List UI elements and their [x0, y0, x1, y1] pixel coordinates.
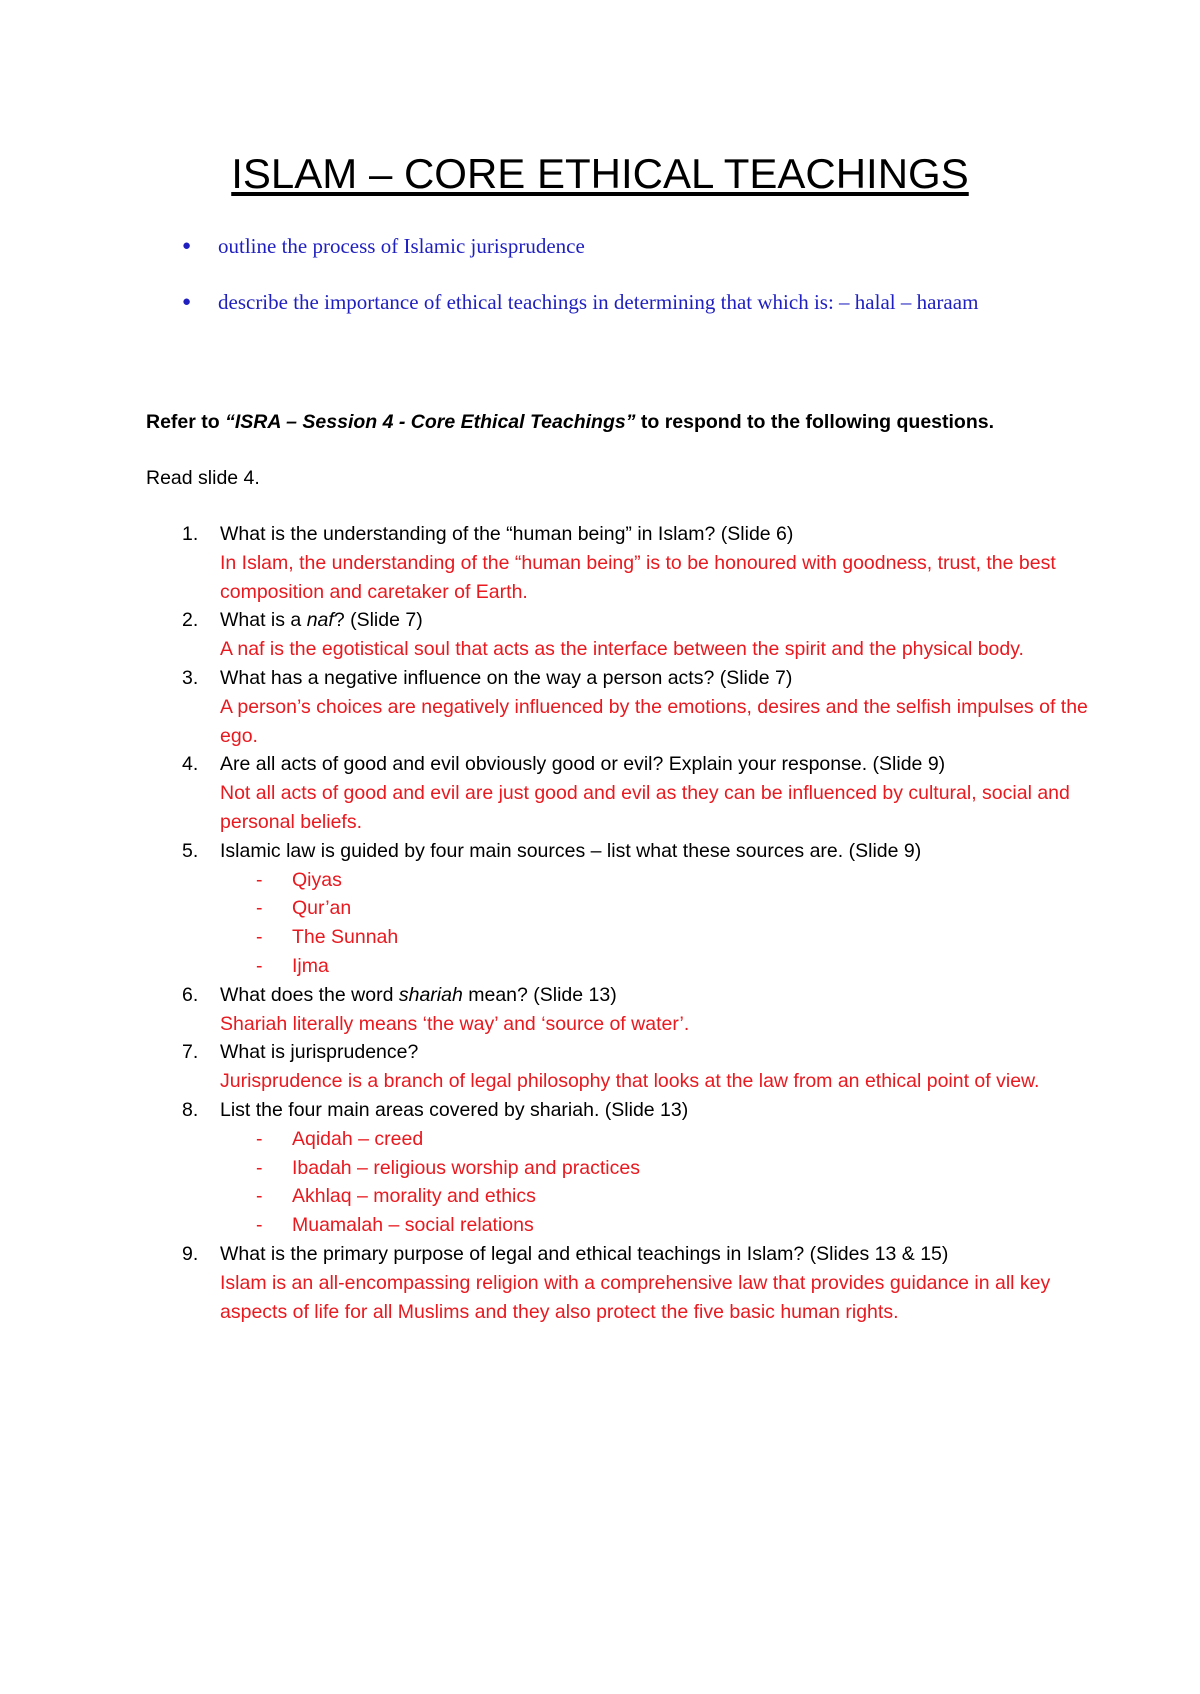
- refer-instruction: [146, 408, 1106, 436]
- answer-list: [220, 866, 1106, 981]
- answer-list-item: - Ibadah – religious worship and practices: [256, 1156, 640, 1179]
- question-number: 2.: [182, 609, 199, 632]
- question-number: 5.: [182, 839, 199, 862]
- question-item: [146, 837, 1106, 981]
- answer-text: A naf is the egotistical soul that acts as the interface between the spirit and the physical body.: [220, 638, 1024, 661]
- refer-post: to respond to the following questions.: [635, 411, 995, 433]
- answer-list-item: - Aqidah – creed: [256, 1127, 424, 1150]
- outcome-text: describe the importance of ethical teachings in determining that which is: – halal – haraam: [218, 290, 979, 314]
- question-item: [146, 664, 1106, 750]
- answer-list-item: - Akhlaq – morality and ethics: [256, 1185, 536, 1208]
- question-text: Islamic law is guided by four main sources – list what these sources are. (Slide 9): [220, 839, 922, 862]
- answer-text: Islam is an all-encompassing religion with a comprehensive law that provides guidance in all key aspects of life for all Muslims and they also protect the five basic human rights.: [220, 1271, 1051, 1323]
- question-number: 9.: [182, 1242, 199, 1265]
- answer-list: [220, 1125, 1106, 1240]
- outcome-item: [176, 288, 1076, 316]
- refer-pre: Refer to: [146, 411, 226, 433]
- answer-list-item: - The Sunnah: [256, 926, 399, 949]
- page-title: ISLAM – CORE ETHICAL TEACHINGS: [231, 150, 969, 197]
- question-text: What is the primary purpose of legal and ethical teachings in Islam? (Slides 13 & 15): [220, 1242, 949, 1265]
- refer-source: “ISRA – Session 4 - Core Ethical Teachings”: [225, 411, 636, 433]
- read-slide-instruction: Read slide 4.: [146, 467, 260, 489]
- outcome-item: [176, 232, 1076, 260]
- question-list: [146, 520, 1106, 1326]
- question-number: 4.: [182, 753, 199, 776]
- outcome-text: outline the process of Islamic jurisprudence: [218, 234, 585, 258]
- question-item: [146, 1038, 1106, 1096]
- question-item: [146, 981, 1106, 1039]
- question-text: What is jurisprudence?: [220, 1041, 419, 1064]
- question-text: List the four main areas covered by shariah. (Slide 13): [220, 1098, 689, 1121]
- bullet-icon: ●: [182, 294, 192, 310]
- question-text: What is a naf? (Slide 7): [220, 609, 423, 632]
- question-item: [146, 1240, 1106, 1326]
- question-number: 3.: [182, 666, 199, 689]
- question-text: What does the word shariah mean? (Slide 13): [220, 983, 617, 1006]
- question-number: 8.: [182, 1098, 199, 1121]
- question-text: What has a negative influence on the way a person acts? (Slide 7): [220, 666, 793, 689]
- answer-text: Not all acts of good and evil are just good and evil as they can be influenced by cultural, social and personal beliefs.: [220, 782, 1070, 833]
- question-item: [146, 606, 1106, 664]
- answer-text: A person’s choices are negatively influenced by the emotions, desires and the selfish impulses of the ego.: [220, 695, 1088, 747]
- answer-text: Jurisprudence is a branch of legal philosophy that looks at the law from an ethical point of view.: [220, 1070, 1040, 1093]
- question-number: 1.: [182, 523, 199, 545]
- question-text: What is the understanding of the “human being” in Islam? (Slide 6): [220, 523, 794, 545]
- question-number: 6.: [182, 983, 199, 1006]
- answer-list-item: - Qur’an: [256, 897, 352, 920]
- question-number: 7.: [182, 1041, 199, 1064]
- learning-outcomes: [176, 232, 1076, 344]
- question-item: [146, 750, 1106, 836]
- bullet-icon: ●: [182, 238, 192, 254]
- answer-text: In Islam, the understanding of the “human being” is to be honoured with goodness, trust, the best composition and caretaker of Earth.: [220, 551, 1056, 603]
- answer-list-item: - Ijma: [256, 954, 329, 977]
- answer-list-item: - Qiyas: [256, 868, 342, 891]
- answer-list-item: - Muamalah – social relations: [256, 1214, 534, 1237]
- question-text: Are all acts of good and evil obviously good or evil? Explain your response. (Slide 9): [220, 753, 946, 776]
- question-item: [146, 520, 1106, 606]
- answer-text: Shariah literally means ‘the way’ and ‘source of water’.: [220, 1012, 690, 1035]
- question-item: [146, 1096, 1106, 1240]
